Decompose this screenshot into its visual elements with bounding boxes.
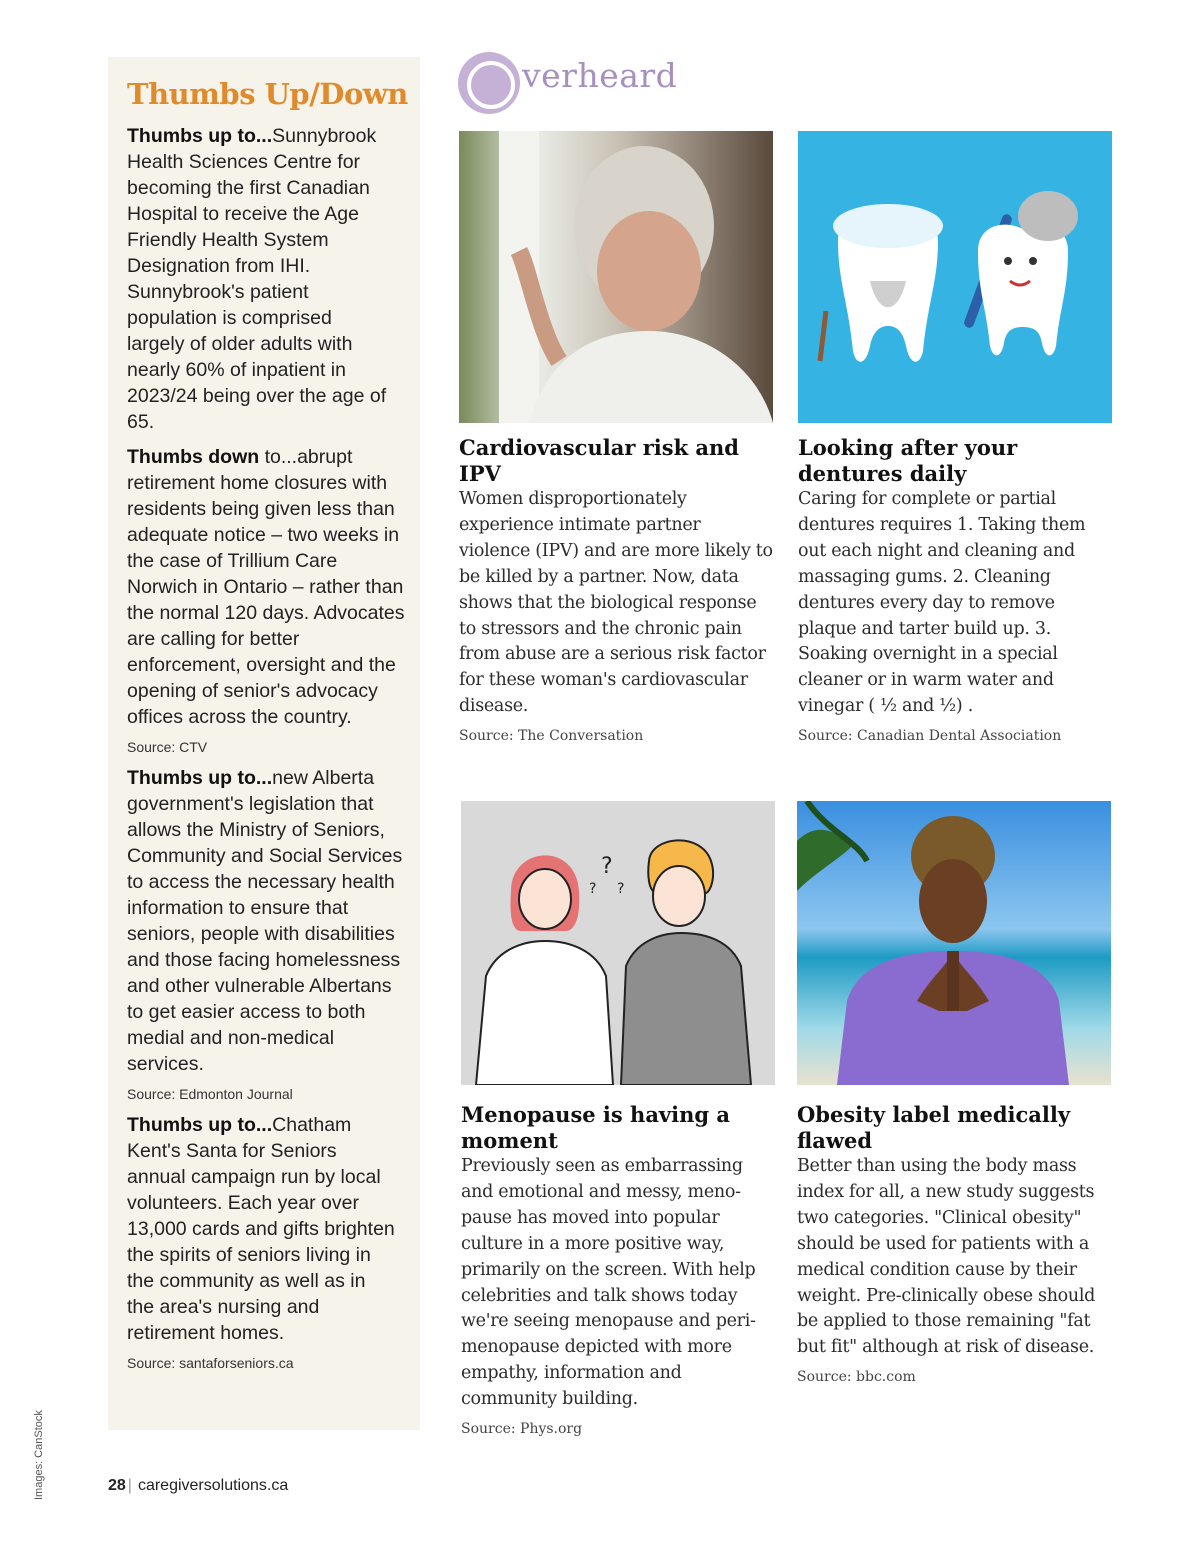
thumbs-sidebar [108, 57, 420, 1430]
article-body: Caring for complete or partial dentures requires 1. Taking them out each night and cleaning and massaging gums. 2. Cleaning dentures every day to remove plaque and tarter build up. 3. Soaking overnight in a special cleaner or in warm water and vinegar ( ½ and ½) . [798, 489, 1086, 717]
article-source: Source: The Conversation [459, 728, 644, 745]
footer-divider: | [127, 1477, 132, 1494]
thumbs-item [127, 123, 392, 435]
svg-text:?: ? [601, 854, 613, 879]
thumbs-lead: Thumbs up to... [127, 1114, 273, 1136]
thumbs-source: Source: Edmonton Journal [127, 1086, 293, 1102]
thumbs-text: Chatham Kent's Santa for Seniors annual campaign run by local volunteers. Each year over 13,000 cards and gifts brighten the spirits of seniors living in the community as well as in the area's nursing and retirement homes. [127, 1114, 395, 1344]
article-card [797, 801, 1111, 1387]
svg-text:?: ? [617, 881, 625, 897]
overheard-heading: verheard [522, 56, 678, 95]
thumbs-source: Source: CTV [127, 739, 208, 755]
woman-meditating-beach-photo [797, 801, 1111, 1085]
image-credit: Images: CanStock [33, 1410, 45, 1500]
overheard-o-logo [458, 52, 520, 114]
confused-couple-illustration [461, 801, 775, 1085]
article-source: Source: Phys.org [461, 1421, 583, 1438]
thumbs-item [127, 444, 405, 730]
article-source: Source: bbc.com [797, 1369, 916, 1386]
thumbs-text: Sunnybrook Health Sciences Centre for becoming the first Canadian Hospital to receive the Age Friendly Health System Designation from IHI. Sunnybrook's patient population is comprised largely of older adults with nearly 60% of inpatient in 2023/24 being over the age of 65. [127, 125, 387, 433]
thumbs-text: new Alberta government's legislation that allows the Ministry of Seniors, Community and Social Services to access the necessary health information to ensure that seniors, people with disabilities and those facing homelessness and other vulnerable Albertans to get easier access to both medial and non-medical services. [127, 767, 403, 1075]
article-source: Source: Canadian Dental Association [798, 728, 1062, 745]
article-card [461, 801, 775, 1439]
overheard-header [458, 52, 758, 114]
thumbs-text: to...abrupt retirement home closures with residents being given less than adequate notice – two weeks in the case of Trillium Care Norwich in Ontario – rather than the normal 120 days. Advocates are calling for better enforcement, oversight and the opening of senior's advocacy offices across the country. [127, 446, 405, 728]
article-title: Obesity label medically flawed [797, 1102, 1071, 1153]
article-title: Cardiovascular risk and IPV [459, 435, 739, 486]
thumbs-source: Source: santaforseniors.ca [127, 1355, 294, 1371]
thumbs-lead: Thumbs up to... [127, 125, 273, 147]
article-body: Better than using the body mass index for all, a new study suggests two categories. "Clinical obesity" should be used for patients with a medical condition cause by their weight. Pre-clinically obese should be applied to those remaining "fat but fit" although at risk of disease. [797, 1156, 1096, 1358]
sidebar-title: Thumbs Up/Down [127, 77, 408, 111]
article-card [798, 131, 1112, 746]
thumbs-item [127, 1112, 395, 1346]
page-number: 28 [108, 1477, 126, 1494]
page-footer [108, 1477, 288, 1495]
woman-at-window-photo [459, 131, 773, 423]
thumbs-item [127, 765, 409, 1077]
article-body: Women disproportionately experience intimate partner violence (IPV) and are more likely to be killed by a partner. Now, data shows that the biological response to stressors and the chronic pain from abuse are a serious risk factor for these woman's cardiovascular disease. [459, 489, 773, 717]
article-body: Previously seen as embarrassing and emotional and messy, meno-pause has moved into popular culture in a more positive way, primarily on the screen. With help celebrities and talk shows today we're seeing menopause and peri-menopause depicted with more empathy, information and community building. [461, 1156, 756, 1410]
teeth-cartoon-illustration [798, 131, 1112, 423]
thumbs-lead: Thumbs up to... [127, 767, 273, 789]
article-title: Menopause is having a moment [461, 1102, 730, 1153]
footer-site: caregiversolutions.ca [137, 1477, 289, 1494]
thumbs-lead: Thumbs down [127, 446, 260, 468]
article-card [459, 131, 773, 746]
article-title: Looking after your dentures daily [798, 435, 1018, 486]
svg-text:?: ? [589, 881, 597, 897]
